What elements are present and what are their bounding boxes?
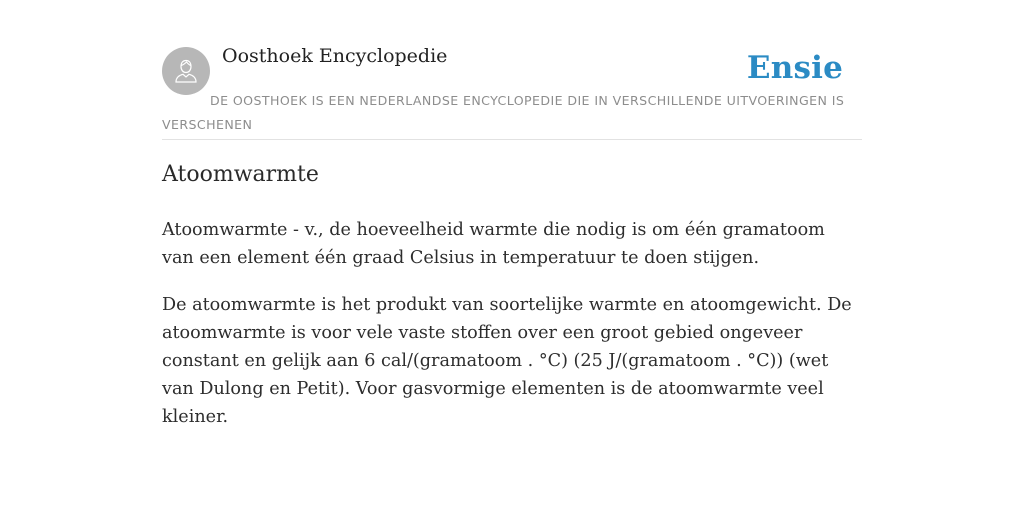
site-tagline: DE OOSTHOEK IS EEN NEDERLANDSE ENCYCLOPEDIE DIE IN VERSCHILLENDE UITVOERINGEN IS VERSCHENEN (162, 93, 845, 132)
article-paragraph: Atoomwarmte - v., de hoeveelheid warmte die nodig is om één gramatoom van een element één graad Celsius in temperatuur te doen stijgen. (162, 220, 825, 268)
user-icon (172, 57, 200, 85)
avatar[interactable] (162, 47, 210, 95)
article-body (162, 216, 862, 450)
page (162, 0, 862, 427)
article-title: Atoomwarmte (162, 162, 319, 187)
site-header (162, 0, 862, 140)
site-title[interactable]: Oosthoek Encyclopedie (222, 45, 448, 67)
article-paragraph: De atoomwarmte is het produkt van soortelijke warmte en atoomgewicht. De atoomwarmte is voor vele vaste stoffen over een groot gebied ongeveer constant en gelijk aan 6 cal/(gramatoom . °C) (25 J/(gramatoom . °C)) (wet van Dulong en Petit). Voor gasvormige elementen is de atoomwarmte veel kleiner. (162, 295, 852, 427)
brand-logo[interactable]: Ensie (746, 50, 843, 86)
